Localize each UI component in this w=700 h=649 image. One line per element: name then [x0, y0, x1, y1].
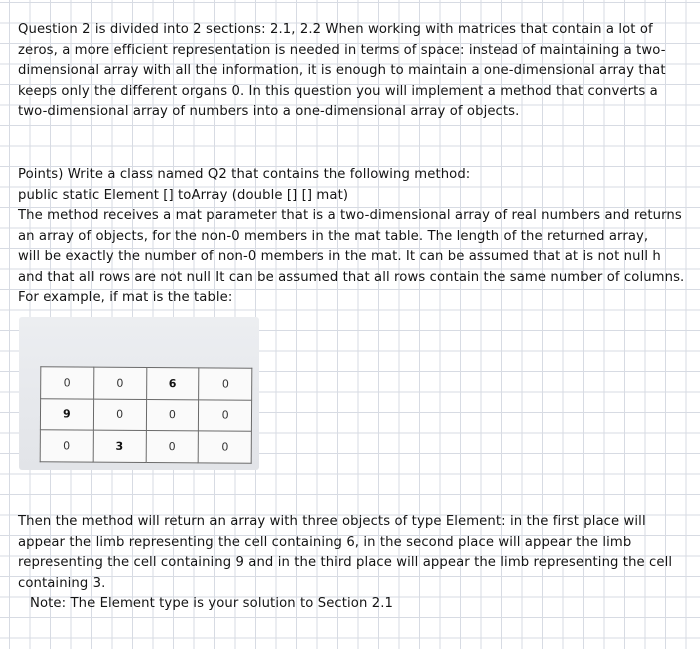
matrix-cell: 0	[93, 399, 146, 431]
matrix-cell: 0	[146, 399, 199, 431]
result-line: containing 3.	[18, 575, 106, 591]
result-line: appear the limb representing the cell containing 6, in the second place will appear the limb	[18, 534, 632, 550]
matrix-cell: 0	[40, 430, 93, 462]
matrix-row	[40, 430, 251, 463]
matrix-cell: 9	[40, 398, 93, 430]
matrix-cell: 0	[41, 367, 94, 399]
task-line: will be exactly the number of non-0 members in the mat. It can be assumed that at is not null h	[18, 249, 661, 264]
matrix-cell: 0	[199, 400, 252, 432]
matrix-cell: 0	[93, 367, 146, 399]
matrix-cell: 3	[93, 430, 146, 462]
intro-line: two-dimensional array of numbers into a one-dimensional array of objects.	[18, 104, 520, 119]
matrix-cell: 0	[198, 431, 251, 463]
method-signature: public static Element [] toArray (double [] [] mat)	[18, 187, 349, 203]
note-line: Note: The Element type is your solution to Section 2.1	[30, 596, 393, 611]
intro-line: zeros, a more efficient representation is needed in terms of space: instead of maintaining a two-	[18, 42, 666, 58]
task-line: an array of objects, for the non-0 members in the mat table. The length of the returned array,	[18, 228, 649, 244]
matrix-cell: 0	[199, 368, 252, 400]
matrix-row	[40, 398, 251, 431]
result-paragraph	[18, 512, 682, 615]
task-line: Points) Write a class named Q2 that contains the following method:	[18, 167, 471, 182]
task-paragraph	[18, 165, 685, 309]
intro-line: Question 2 is divided into 2 sections: 2.1, 2.2 When working with matrices that contain a lot of	[18, 22, 653, 37]
intro-line: keeps only the different organs 0. In this question you will implement a method that converts a	[18, 83, 658, 99]
result-line: Then the method will return an array with three objects of type Element: in the first place will	[18, 514, 646, 529]
task-line: For example, if mat is the table:	[18, 290, 233, 305]
matrix-cell: 6	[146, 368, 199, 400]
matrix-row	[41, 367, 252, 400]
matrix-cell: 0	[146, 431, 199, 463]
task-line: and that all rows are not null It can be assumed that all rows contain the same number of columns.	[18, 269, 685, 285]
result-line: representing the cell containing 9 and in the third place will appear the limb representing the cell	[18, 555, 673, 570]
intro-line: dimensional array with all the information, it is enough to maintain a one-dimensional array that	[18, 63, 666, 78]
task-line: The method receives a mat parameter that is a two-dimensional array of real numbers and returns	[18, 208, 682, 223]
example-matrix-table	[40, 366, 253, 463]
intro-paragraph	[18, 20, 682, 123]
